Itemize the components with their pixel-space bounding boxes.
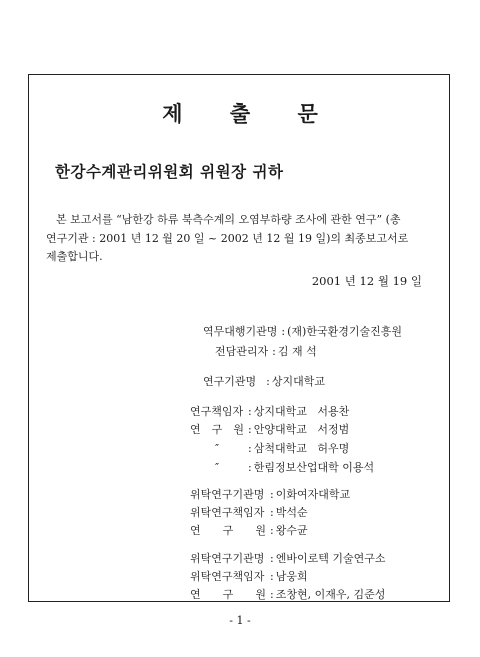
entry-label: 위탁연구책임자 [190,506,265,519]
entry-label: 전담관리자 [215,345,269,358]
entry-label: 위탁연구기관명 [190,488,265,501]
body-line: 제출합니다. [46,250,103,263]
ditto-mark: ″ [214,461,220,474]
ditto-mark: ″ [214,442,220,455]
entry-researcher [190,440,349,456]
entry-separator: : [248,461,252,474]
entry-separator: : [272,345,276,358]
entry-separator: : [270,588,274,601]
entry-value: 상지대학교 서용찬 [253,405,350,418]
entry-separator: : [248,405,252,418]
entry-researcher [190,459,374,475]
entry-value: 안양대학교 서정범 [253,423,350,436]
entry-label: 위탁연구기관명 [190,552,265,565]
addressee-line: 한강수계관리위원회 위원장 귀하 [55,162,284,181]
entry-contract-investigator [190,568,308,584]
entry-separator: : [266,375,270,388]
entry-contract-institution [190,486,350,502]
entry-value: 삼척대학교 허우명 [253,442,350,455]
entry-value: (재)한국환경기술진흥원 [287,325,402,338]
entry-label: 연 구 원 [190,524,266,537]
entry-label: 역무대행기관명 [203,325,278,338]
entry-value: 왕수균 [275,524,308,537]
entry-separator: : [281,325,286,338]
entry-separator: : [270,552,274,565]
entry-separator: : [248,423,252,436]
entry-label: 연 구 원 [190,588,266,601]
page-number: - 1 - [229,614,251,627]
entry-value: 한림정보산업대학 이용석 [253,461,375,474]
submission-date: 2001 년 12 월 19 일 [311,274,422,288]
entry-value: 엔바이로텍 기술연구소 [275,552,386,565]
entry-value: 남웅희 [275,570,308,583]
title-char: 출 [229,101,251,126]
body-line: 본 보고서를 “남한강 하류 북측수계의 오염부하량 조사에 관한 연구” (총 [56,213,401,226]
title-char: 제 [162,101,183,126]
entry-value: 이화여자대학교 [275,488,351,501]
entry-separator: : [270,488,274,501]
entry-separator: : [248,442,252,455]
entry-research-institution [203,373,325,389]
entry-contract-institution [190,550,385,566]
entry-agency [203,323,402,339]
entry-value: 상지대학교 [271,375,325,388]
entry-label: 연 구 원 [190,423,244,436]
entry-value: 조창현, 이재우, 김준성 [275,588,386,601]
entry-value: 김 재 석 [277,345,317,358]
title-char: 문 [297,101,318,126]
document-title [0,98,480,128]
entry-label: 연구기관명 [203,375,257,388]
entry-manager [215,343,317,359]
entry-principal-investigator [190,403,349,419]
entry-contract-researcher [190,522,308,538]
entry-separator: : [270,506,274,519]
entry-researcher [190,421,349,437]
submission-paragraph [46,211,436,267]
entry-value: 박석순 [275,506,308,519]
entry-contract-investigator [190,504,308,520]
entry-separator: : [270,524,274,537]
entry-contract-researcher [190,586,385,602]
entry-label: 위탁연구책임자 [190,570,265,583]
entry-separator: : [270,570,274,583]
entry-label: 연구책임자 [190,405,244,418]
body-line: 연구기관 : 2001 년 12 월 20 일 ~ 2002 년 12 월 19 일)의 최종보고서로 [46,231,409,245]
